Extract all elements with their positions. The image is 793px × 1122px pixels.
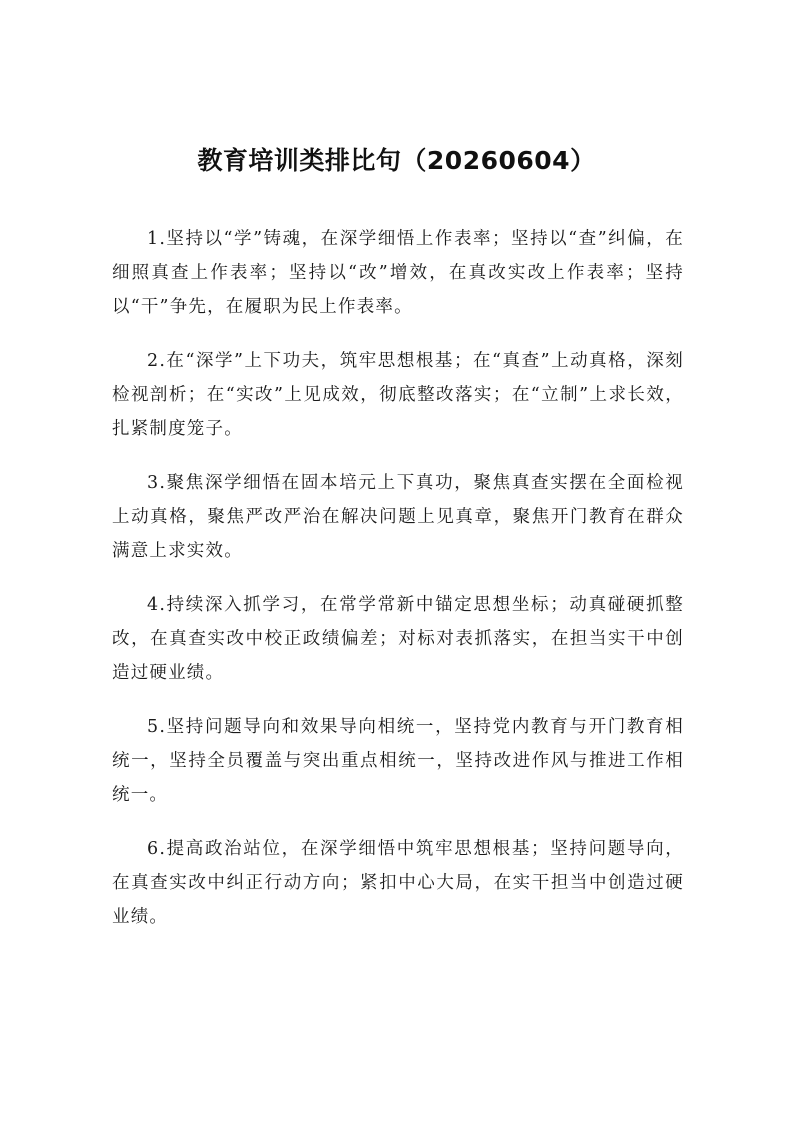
paragraph-2: 2.在“深学”上下功夫，筑牢思想根基；在“真查”上动真格，深刻检视剖析；在“实改”上见成效，彻底整改落实；在“立制”上求长效，扎紧制度笼子。 <box>112 351 684 439</box>
document-title: 教育培训类排比句（20260604） <box>197 146 596 175</box>
paragraph-5: 5.坚持问题导向和效果导向相统一，坚持党内教育与开门教育相统一，坚持全员覆盖与突出重点相统一，坚持改进作风与推进工作相统一。 <box>112 717 684 805</box>
paragraph-6: 6.提高政治站位，在深学细悟中筑牢思想根基；坚持问题导向，在真查实改中纠正行动方向；紧扣中心大局，在实干担当中创造过硬业绩。 <box>112 839 684 927</box>
paragraph-1: 1.坚持以“学”铸魂，在深学细悟上作表率；坚持以“查”纠偏，在细照真查上作表率；坚持以“改”增效，在真改实改上作表率；坚持以“干”争先，在履职为民上作表率。 <box>112 229 684 317</box>
paragraph-3: 3.聚焦深学细悟在固本培元上下真功，聚焦真查实摆在全面检视上动真格，聚焦严改严治在解决问题上见真章，聚焦开门教育在群众满意上求实效。 <box>112 473 684 561</box>
document-body <box>112 222 684 954</box>
paragraph-4: 4.持续深入抓学习，在常学常新中锚定思想坐标；动真碰硬抓整改，在真查实改中校正政绩偏差；对标对表抓落实，在担当实干中创造过硬业绩。 <box>112 595 684 683</box>
